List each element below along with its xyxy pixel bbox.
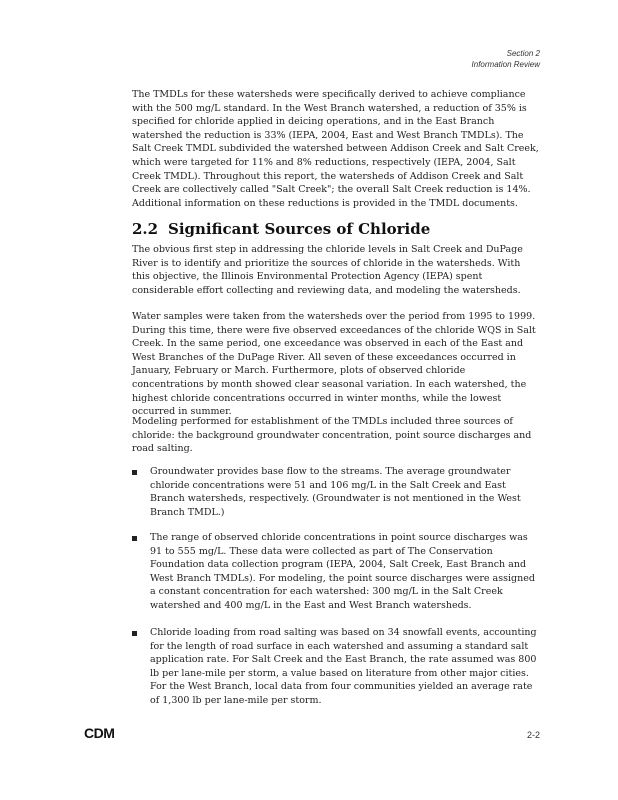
- paragraph-water-samples: [132, 310, 540, 419]
- section-title: Significant Sources of Chloride: [168, 220, 431, 238]
- paragraph-text: Water samples were taken from the watersheds over the period from 1995 to 1999. During this time, there were five observed exceedances of the chloride WQS in Salt Creek. In the same period, one exceedance was observed in each of the East and West Branches of the DuPage River. All seven of these exceedances occurred in January, February or March. Furthermore, plots of observed chloride concentrations by month showed clear seasonal variation. In each watershed, the highest chloride concentrations occurred in winter months, while the lowest occurred in summer.: [132, 311, 536, 418]
- intro-paragraph-text: The TMDLs for these watersheds were specifically derived to achieve compliance with the 500 mg/L standard. In the West Branch watershed, a reduction of 35% is specified for chloride applied in deicing operations, and in the East Branch watershed the reduction is 33% (IEPA, 2004, East and West Branch TMDLs). The Salt Creek TMDL subdivided the watershed between Addison Creek and Salt Creek, which were targeted for 11% and 8% reductions, respectively (IEPA, 2004, Salt Creek TMDL). Throughout this report, the watersheds of Addison Creek and Salt Creek are collectively called "Salt Creek"; the overall Salt Creek reduction is 14%. Additional information on these reductions is provided in the TMDL documents.: [132, 89, 539, 209]
- cdm-logo: CDM: [84, 725, 115, 741]
- bullet-square-icon: [132, 631, 137, 636]
- page-header: [472, 48, 540, 70]
- header-title: Information Review: [471, 60, 540, 69]
- paragraph-text: Modeling performed for establishment of the TMDLs included three sources of chloride: the background groundwater concentration, point source discharges and road salting.: [132, 416, 532, 455]
- section-heading: [132, 220, 540, 238]
- section-number: 2.2: [132, 220, 159, 238]
- bullet-text: Groundwater provides base flow to the streams. The average groundwater chloride concentrations were 51 and 106 mg/L in the Salt Creek and East Branch watersheds, respectively. (Groundwater is not mentioned in the West Branch TMDL.): [150, 466, 521, 518]
- intro-paragraph: [132, 88, 540, 210]
- bullet-text: The range of observed chloride concentrations in point source discharges was 91 to 555 mg/L. These data were collected as part of The Conservation Foundation data collection program (IEPA, 2004, Salt Creek, East Branch and West Branch TMDLs). For modeling, the point source discharges were assigned a constant concentration for each watershed: 300 mg/L in the Salt Creek watershed and 400 mg/L in the East and West Branch watersheds.: [150, 532, 535, 611]
- bullet-text: Chloride loading from road salting was based on 34 snowfall events, accounting for the length of road surface in each watershed and assuming a standard salt application rate. For Salt Creek and the East Branch, the rate assumed was 800 lb per lane-mile per storm, a value based on literature from other major cities. For the West Branch, local data from four communities yielded an average rate of 1,300 lb per lane-mile per storm.: [150, 627, 537, 706]
- header-section: Section 2: [506, 49, 540, 58]
- paragraph-modeling: [132, 415, 540, 456]
- paragraph-objective: [132, 243, 540, 297]
- bullet-square-icon: [132, 536, 137, 541]
- page-number: 2-2: [526, 730, 540, 740]
- paragraph-text: The obvious first step in addressing the chloride levels in Salt Creek and DuPage River is to identify and prioritize the sources of chloride in the watersheds. With this objective, the Illinois Environmental Protection Agency (IEPA) spent considerable effort collecting and reviewing data, and modeling the watersheds.: [132, 244, 523, 296]
- bullet-square-icon: [132, 470, 137, 475]
